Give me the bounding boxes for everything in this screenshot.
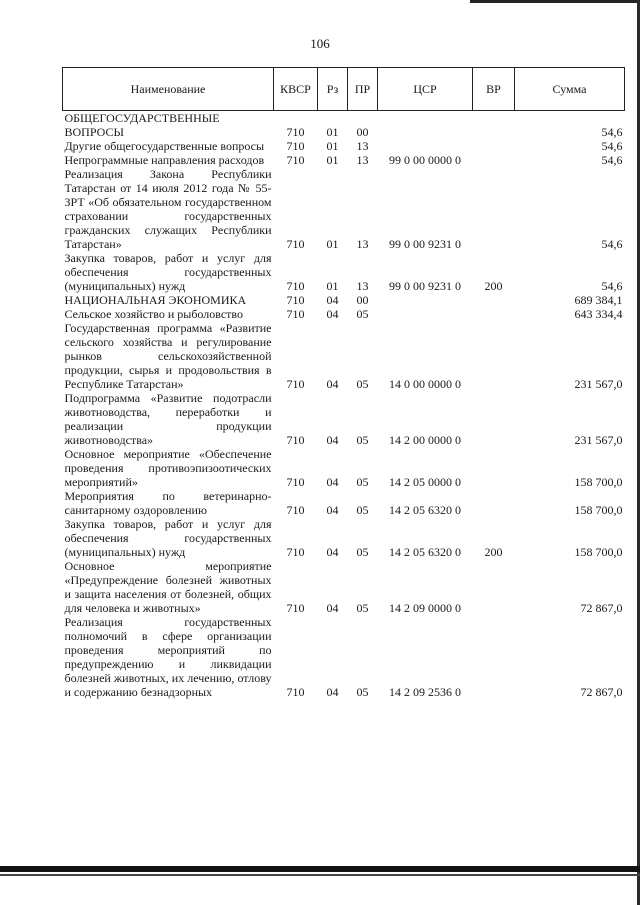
cell-sum: 231 567,0: [574, 433, 623, 447]
cell-kvsr: 710: [286, 237, 305, 251]
cell-sum: 158 700,0: [574, 503, 623, 517]
table-body: [63, 111, 625, 700]
cell-kvsr: 710: [286, 433, 305, 447]
cell-pr: 05: [356, 685, 369, 699]
table-row: [63, 517, 625, 559]
cell-csr: [378, 139, 473, 153]
cell-vr: [473, 307, 515, 321]
cell-rz: 04: [326, 685, 339, 699]
cell-csr: 14 2 05 0000 0: [389, 475, 461, 489]
cell-rz: 04: [326, 503, 339, 517]
cell-rz: 04: [326, 433, 339, 447]
cell-name: Основное мероприятие «Предупреждение болезней животных и защита населения от болезней, общих для человека и животных»: [64, 559, 272, 615]
header-kvsr: КВСР: [274, 68, 318, 111]
cell-sum: 54,6: [601, 139, 623, 153]
scan-bottom-line: [0, 874, 640, 876]
cell-kvsr: 710: [286, 153, 305, 167]
cell-name: НАЦИОНАЛЬНАЯ ЭКОНОМИКА: [64, 293, 247, 307]
table-row: [63, 111, 625, 140]
cell-kvsr: 710: [286, 503, 305, 517]
cell-name: Подпрограмма «Развитие подотрасли животноводства, переработки и реализации продукции животноводства»: [64, 391, 272, 447]
header-rz: Рз: [318, 68, 348, 111]
cell-name: Закупка товаров, работ и услуг для обеспечения государственных (муниципальных) нужд: [64, 517, 272, 559]
scan-bottom-band: [0, 866, 640, 872]
table-row: [63, 321, 625, 391]
cell-csr: [378, 307, 473, 321]
cell-rz: 01: [326, 279, 339, 293]
cell-vr: 200: [484, 279, 503, 293]
cell-vr: [473, 153, 515, 167]
cell-csr: 14 2 05 6320 0: [389, 503, 461, 517]
cell-sum: 72 867,0: [580, 685, 623, 699]
cell-kvsr: 710: [286, 475, 305, 489]
table-row: [63, 559, 625, 615]
table-row: [63, 489, 625, 517]
cell-pr: 05: [356, 475, 369, 489]
cell-csr: 99 0 00 9231 0: [389, 279, 461, 293]
cell-pr: 13: [356, 279, 369, 293]
cell-vr: [473, 111, 515, 140]
header-name: Наименование: [63, 68, 274, 111]
cell-rz: 01: [326, 139, 339, 153]
cell-sum: 689 384,1: [574, 293, 623, 307]
cell-pr: 13: [356, 237, 369, 251]
cell-rz: 04: [326, 601, 339, 615]
cell-name: Закупка товаров, работ и услуг для обеспечения государственных (муниципальных) нужд: [64, 251, 272, 293]
cell-rz: 01: [326, 237, 339, 251]
cell-csr: 14 0 00 0000 0: [389, 377, 461, 391]
cell-csr: [378, 111, 473, 140]
cell-sum: 54,6: [601, 279, 623, 293]
page-number: 106: [310, 36, 330, 51]
cell-name: Другие общегосударственные вопросы: [64, 139, 265, 153]
header-pr: ПР: [348, 68, 378, 111]
table-row: [63, 139, 625, 153]
cell-name: Государственная программа «Развитие сельского хозяйства и регулирование рынков сельскохозяйственной продукции, сырья и продовольствия в Республике Татарстан»: [64, 321, 272, 391]
header-csr: ЦСР: [378, 68, 473, 111]
table-row: [63, 307, 625, 321]
table-row: [63, 153, 625, 167]
cell-pr: 05: [356, 377, 369, 391]
cell-vr: 200: [484, 545, 503, 559]
cell-pr: 05: [356, 601, 369, 615]
table-header: [63, 68, 625, 111]
cell-sum: 54,6: [601, 237, 623, 251]
cell-rz: 04: [326, 377, 339, 391]
cell-name: Основное мероприятие «Обеспечение проведения противоэпизоотических мероприятий»: [64, 447, 272, 489]
header-sum: Сумма: [515, 68, 625, 111]
cell-kvsr: 710: [286, 139, 305, 153]
cell-vr: [473, 293, 515, 307]
cell-csr: [378, 293, 473, 307]
cell-sum: 231 567,0: [574, 377, 623, 391]
cell-vr: [473, 321, 515, 391]
cell-rz: 04: [326, 293, 339, 307]
cell-name: Непрограммные направления расходов: [64, 153, 265, 167]
cell-kvsr: 710: [286, 279, 305, 293]
cell-kvsr: 710: [286, 377, 305, 391]
cell-rz: 04: [326, 307, 339, 321]
cell-kvsr: 710: [286, 685, 305, 699]
cell-rz: 01: [326, 125, 339, 139]
cell-vr: [473, 489, 515, 517]
cell-csr: 99 0 00 0000 0: [389, 153, 461, 167]
cell-name: Реализация государственных полномочий в сфере организации проведения мероприятий по предупреждению и ликвидации болезней животных, их лечению, отлову и содержанию безнадзорных: [64, 615, 272, 699]
cell-vr: [473, 391, 515, 447]
cell-csr: 14 2 09 2536 0: [389, 685, 461, 699]
cell-csr: 14 2 09 0000 0: [389, 601, 461, 615]
cell-pr: 13: [356, 139, 369, 153]
cell-pr: 00: [356, 293, 369, 307]
cell-pr: 00: [356, 125, 369, 139]
cell-sum: 158 700,0: [574, 475, 623, 489]
cell-pr: 05: [356, 307, 369, 321]
cell-csr: 99 0 00 9231 0: [389, 237, 461, 251]
cell-csr: 14 2 00 0000 0: [389, 433, 461, 447]
cell-kvsr: 710: [286, 293, 305, 307]
table-row: [63, 251, 625, 293]
cell-vr: [473, 559, 515, 615]
cell-vr: [473, 447, 515, 489]
cell-csr: 14 2 05 6320 0: [389, 545, 461, 559]
cell-name: ОБЩЕГОСУДАРСТВЕННЫЕ ВОПРОСЫ: [64, 111, 220, 139]
cell-name: Мероприятия по ветеринарно-санитарному оздоровлению: [64, 489, 272, 517]
cell-vr: [473, 167, 515, 251]
cell-kvsr: 710: [286, 307, 305, 321]
scan-top-rule: [470, 0, 640, 3]
cell-kvsr: 710: [286, 125, 305, 139]
cell-vr: [473, 139, 515, 153]
cell-pr: 05: [356, 545, 369, 559]
cell-sum: 158 700,0: [574, 545, 623, 559]
table-row: [63, 167, 625, 251]
cell-name: Сельское хозяйство и рыболовство: [64, 307, 244, 321]
cell-pr: 05: [356, 503, 369, 517]
cell-sum: 643 334,4: [574, 307, 623, 321]
cell-sum: 54,6: [601, 153, 623, 167]
cell-sum: 54,6: [601, 125, 623, 139]
header-vr: ВР: [473, 68, 515, 111]
budget-table: [62, 67, 625, 699]
cell-kvsr: 710: [286, 601, 305, 615]
cell-name: Реализация Закона Республики Татарстан от 14 июля 2012 года № 55-ЗРТ «Об обязательном государственном страховании государственных гражданских служащих Республики Татарстан»: [64, 167, 272, 251]
cell-pr: 05: [356, 433, 369, 447]
cell-rz: 04: [326, 475, 339, 489]
cell-rz: 04: [326, 545, 339, 559]
table-row: [63, 447, 625, 489]
cell-sum: 72 867,0: [580, 601, 623, 615]
table-row: [63, 391, 625, 447]
cell-rz: 01: [326, 153, 339, 167]
table-row: [63, 293, 625, 307]
table-row: [63, 615, 625, 699]
cell-kvsr: 710: [286, 545, 305, 559]
cell-vr: [473, 615, 515, 699]
cell-pr: 13: [356, 153, 369, 167]
